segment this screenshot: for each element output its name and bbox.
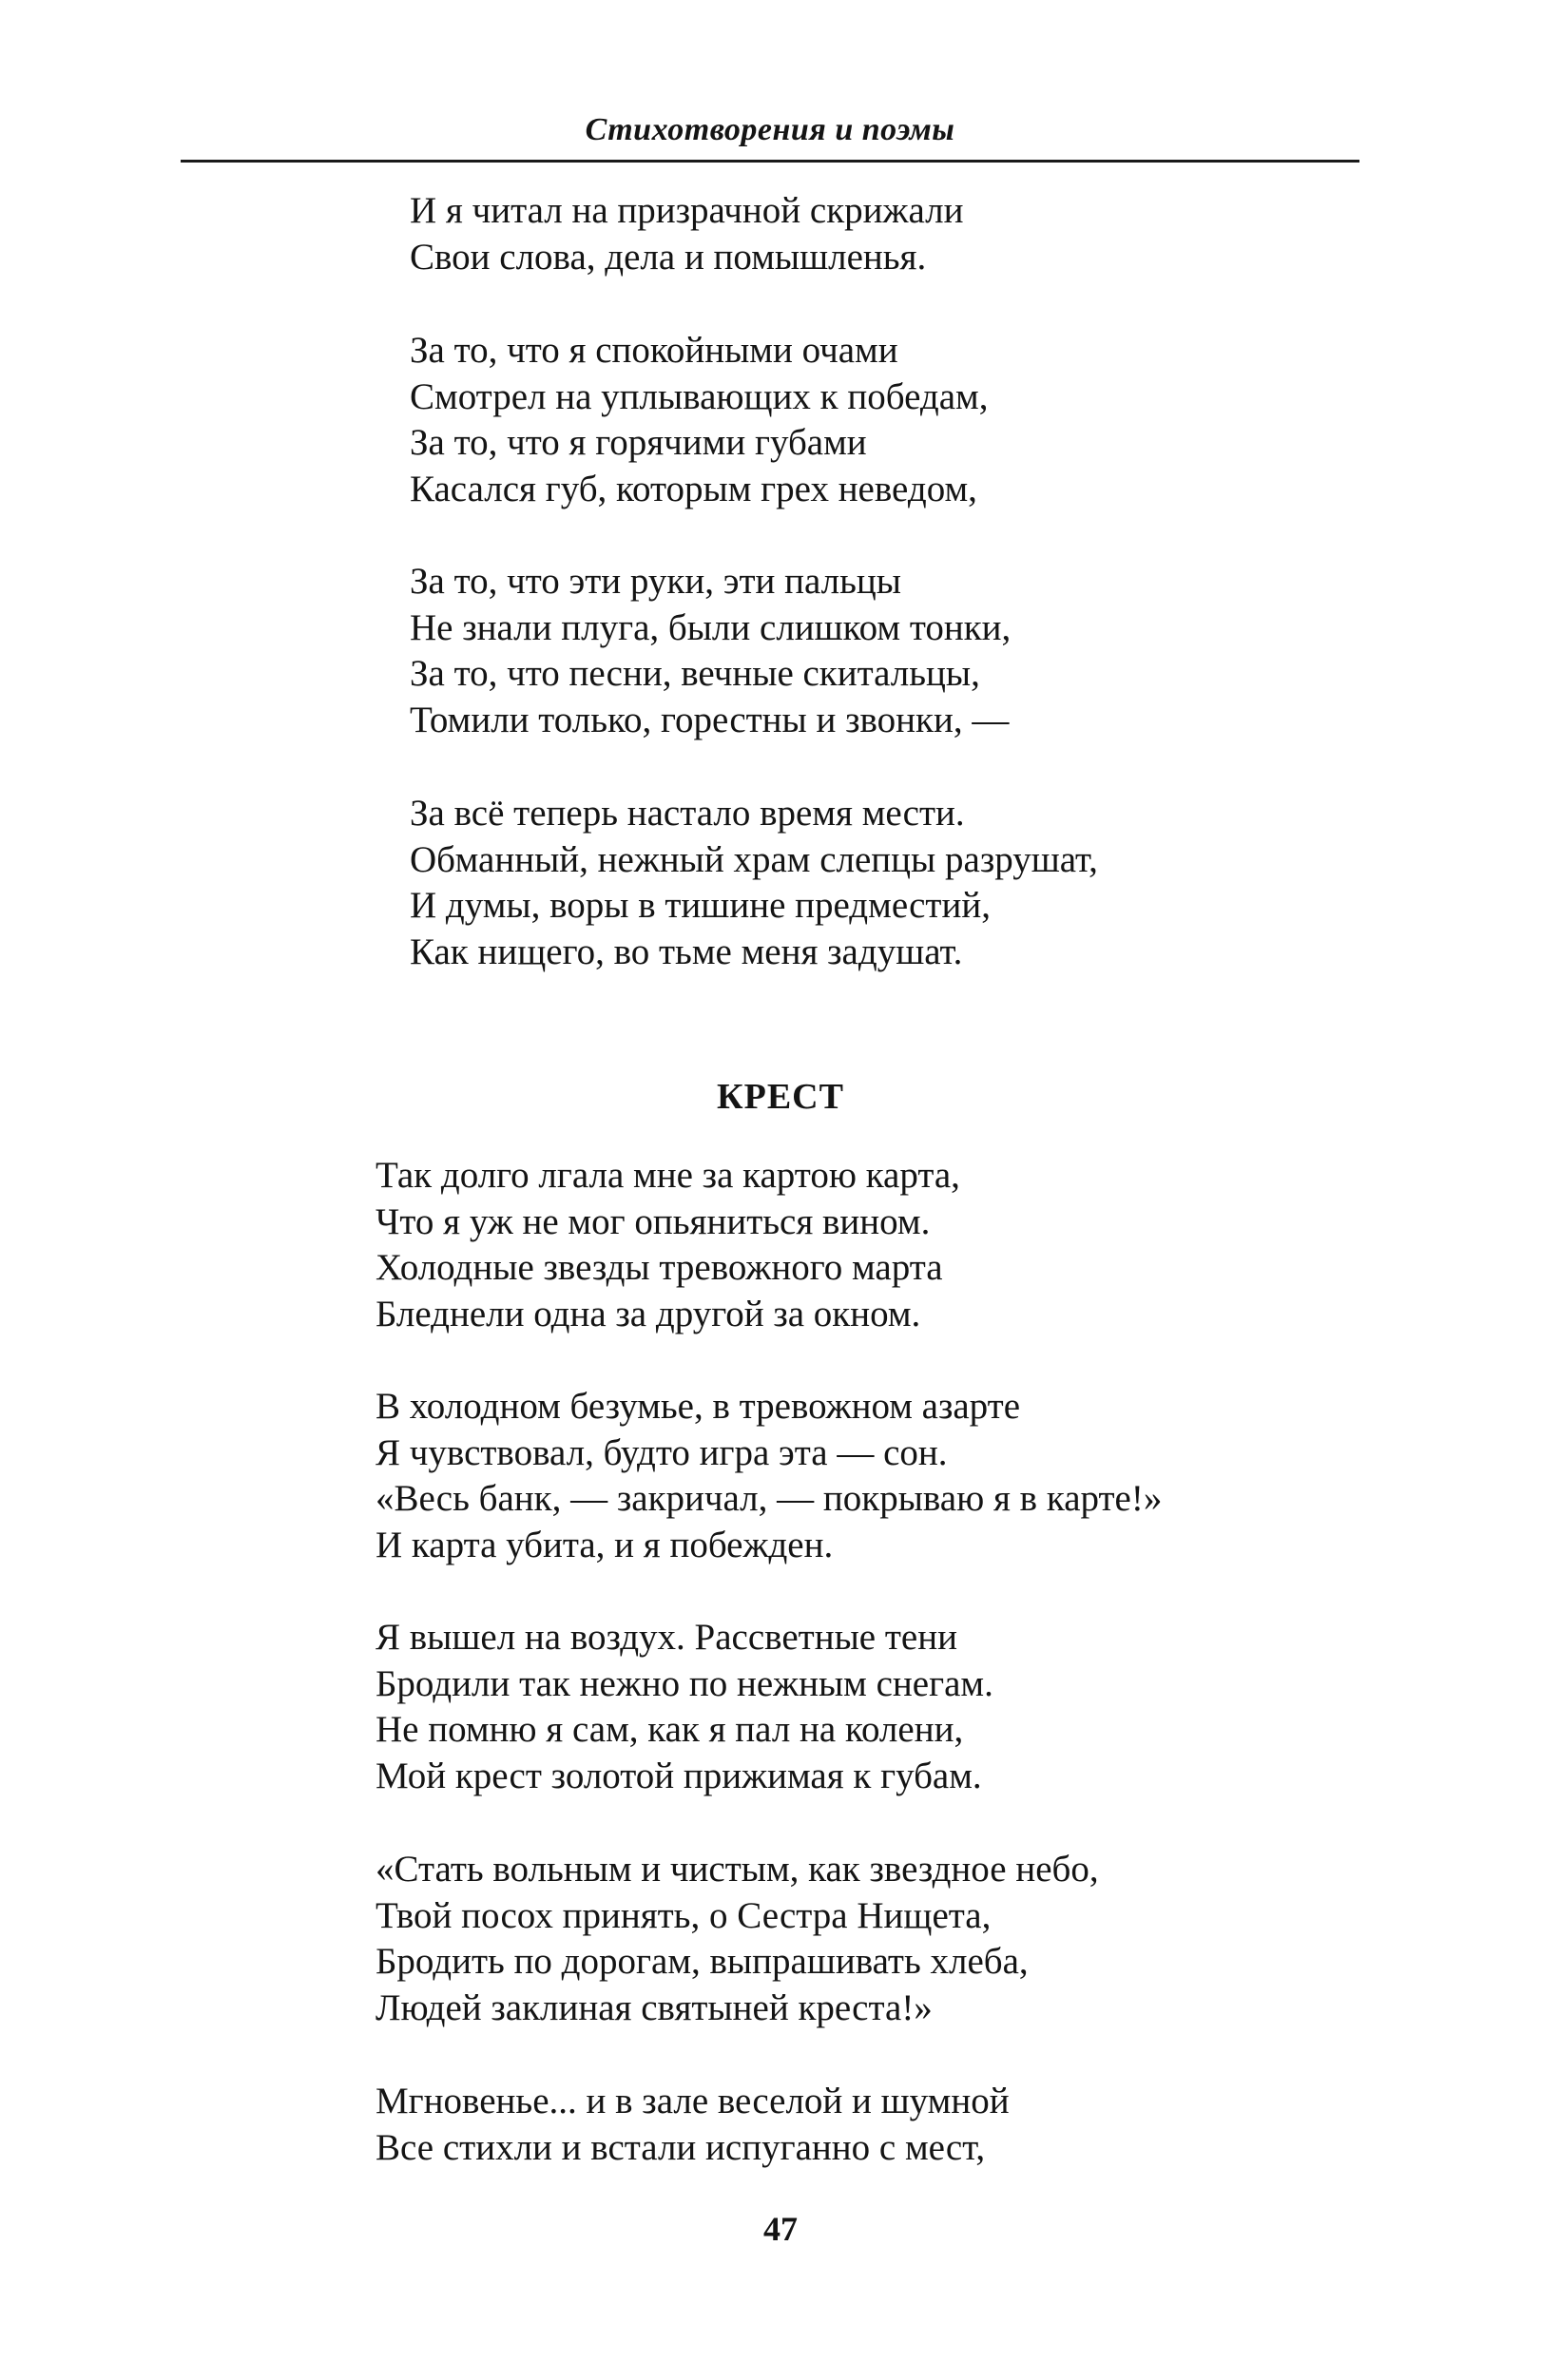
poem2-stanza-1 (376, 1153, 960, 1337)
verse-line: За всё теперь настало время мести. (410, 793, 965, 834)
poem1-stanza-4 (410, 791, 1098, 975)
verse-line: За то, что песни, вечные скитальцы, (410, 653, 980, 694)
verse-line: И карта убита, и я побежден. (376, 1524, 834, 1565)
verse-line: Мгновенье... и в зале веселой и шумной (376, 2081, 1010, 2121)
verse-line: И я читал на призрачной скрижали (410, 190, 964, 231)
verse-line: Томили только, горестны и звонки, — (410, 699, 1010, 740)
verse-line: Свои слова, дела и помышленья. (410, 236, 927, 278)
verse-line: Касался губ, которым грех неведом, (410, 468, 977, 509)
poem-title: КРЕСТ (717, 1077, 844, 1117)
verse-line: Обманный, нежный храм слепцы разрушат, (410, 838, 1098, 880)
verse-line: Не помню я сам, как я пал на колени, (376, 1709, 964, 1750)
poem2-stanza-5 (376, 2079, 1010, 2171)
poem2-stanza-3 (376, 1615, 993, 1799)
poem1-stanza-3 (410, 559, 1011, 743)
page-number: 47 (763, 2210, 798, 2248)
verse-line: Что я уж не мог опьяниться вином. (376, 1200, 931, 1242)
header-rule (181, 160, 1359, 163)
running-head: Стихотворения и поэмы (585, 112, 955, 147)
verse-line: За то, что я спокойными очами (410, 330, 898, 371)
poem2-stanza-2 (376, 1384, 1162, 1568)
verse-line: И думы, воры в тишине предместий, (410, 885, 991, 926)
verse-line: Людей заклиная святыней креста!» (376, 1987, 933, 2028)
verse-line: Твой посох принять, о Сестра Нищета, (376, 1894, 992, 1936)
verse-line: Холодные звезды тревожного марта (376, 1247, 943, 1288)
verse-line: «Весь банк, — закричал, — покрываю я в карте!» (376, 1478, 1163, 1519)
verse-line: «Стать вольным и чистым, как звездное небо, (376, 1849, 1099, 1890)
poem2-stanza-4 (376, 1847, 1099, 2031)
verse-line: Бродить по дорогам, выпрашивать хлеба, (376, 1941, 1029, 1982)
poem1-stanza-2 (410, 328, 988, 512)
verse-line: Так долго лгала мне за картою карта, (376, 1155, 960, 1196)
verse-line: Смотрел на уплывающих к победам, (410, 375, 989, 417)
verse-line: Бродили так нежно по нежным снегам. (376, 1662, 993, 1704)
verse-line: Не знали плуга, были слишком тонки, (410, 606, 1012, 648)
verse-line: За то, что я горячими губами (410, 422, 867, 463)
verse-line: Все стихли и встали испуганно с мест, (376, 2126, 986, 2168)
verse-line: Мой крест золотой прижимая к губам. (376, 1755, 982, 1796)
poem1-stanza-1 (410, 188, 963, 280)
verse-line: Как нищего, во тьме меня задушат. (410, 931, 963, 972)
verse-line: Я вышел на воздух. Рассветные тени (376, 1617, 957, 1658)
verse-line: За то, что эти руки, эти пальцы (410, 561, 901, 602)
verse-line: Бледнели одна за другой за окном. (376, 1293, 921, 1334)
verse-line: В холодном безумье, в тревожном азарте (376, 1386, 1021, 1427)
verse-line: Я чувствовал, будто игра эта — сон. (376, 1431, 948, 1473)
